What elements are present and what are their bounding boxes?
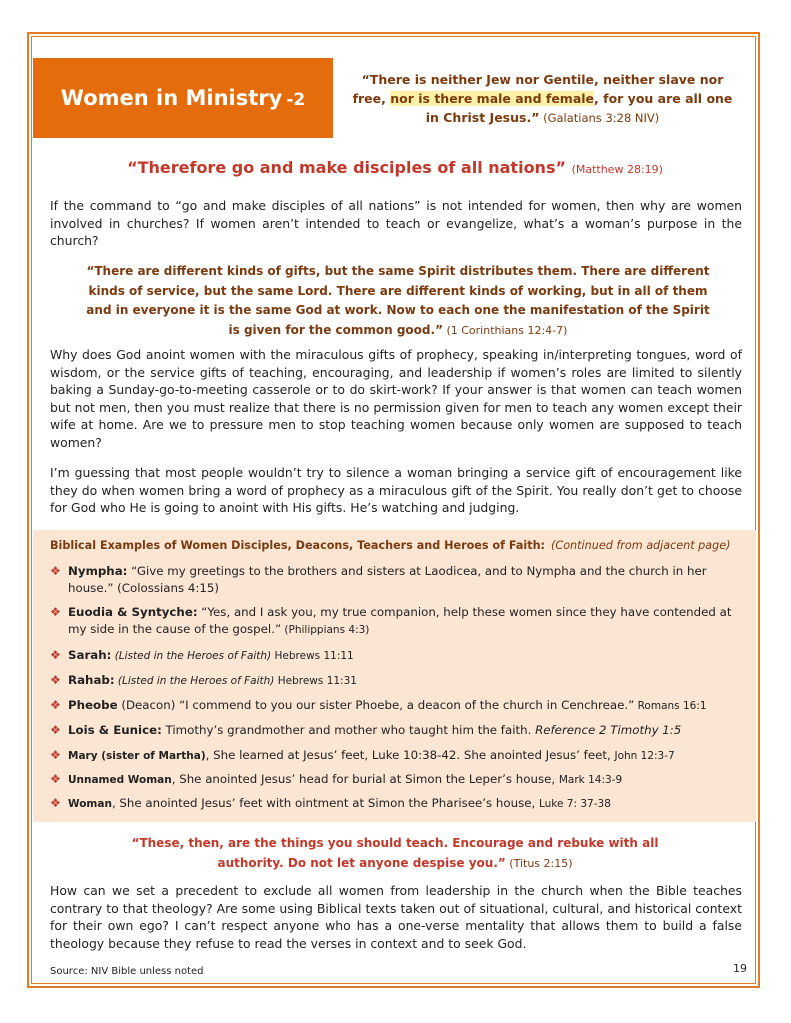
corinthians-quote — [80, 262, 716, 340]
title-banner — [33, 58, 333, 138]
example-ref: (Philippians 4:3) — [281, 623, 370, 636]
diamond-bullet-icon: ❖ — [50, 605, 61, 619]
page-number: 19 — [733, 962, 747, 975]
paragraph-4: How can we set a precedent to exclude all women from leadership in the church when the Bible teaches contrary to that theology? Are some using Biblical texts taken out of situational, cultural, and historical context for their own ego? I can’t respect anyone who has a one-verse mentality that allows them to build a false theology because they refuse to read the verses in context and to seek God. — [50, 883, 742, 951]
example-text: “Yes, and I ask you, my true companion, help these women since they have contended at my side in the cause of the gospel.” — [68, 605, 732, 636]
example-text: , She anointed Jesus’ feet with ointment at Simon the Pharisee’s house, — [111, 796, 539, 810]
list-item — [50, 647, 740, 665]
list-item — [50, 722, 740, 739]
example-italic: (Listed in the Heroes of Faith) — [111, 650, 272, 662]
diamond-bullet-icon: ❖ — [50, 748, 61, 762]
example-name: Unnamed Woman — [68, 774, 172, 786]
paragraph-2: Why does God anoint women with the miraculous gifts of prophecy, speaking in/interpreting tongues, word of wisdom, or the service gifts of teaching, encouraging, and leadership if women’s roles are limited to silently baking a Sunday-go-to-meeting casserole or to do skirt-work? If your answer is that women can teach women but not men, then you must realize that there is no permission given for men to teach any women except their wife at home. Are we to pressure men to stop teaching women because only women are supposed to teach women? — [50, 347, 742, 450]
example-name: Sarah: — [68, 648, 112, 662]
list-item — [50, 795, 740, 813]
diamond-bullet-icon: ❖ — [50, 648, 61, 662]
example-ref: John 12:3-7 — [614, 750, 675, 762]
page-title-suffix: -2 — [286, 90, 306, 110]
list-item — [50, 747, 740, 765]
example-ref: Luke 7: 37-38 — [538, 798, 611, 810]
diamond-bullet-icon: ❖ — [50, 723, 61, 737]
diamond-bullet-icon: ❖ — [50, 673, 61, 687]
examples-heading — [50, 539, 750, 552]
example-text: “Give my greetings to the brothers and sisters at Laodicea, and to Nympha and the church in her house.” (Colossians 4:15) — [68, 564, 707, 595]
example-name: Nympha: — [68, 564, 128, 578]
diamond-bullet-icon: ❖ — [50, 698, 61, 712]
diamond-bullet-icon: ❖ — [50, 564, 61, 578]
example-text: Timothy’s grandmother and mother who taught him the faith. — [161, 723, 536, 737]
titus-quote — [130, 834, 660, 873]
header-quote-highlight: nor is there male and female — [390, 91, 595, 106]
header-quote-part2: , for you are all one in Christ Jesus.” — [425, 91, 733, 125]
list-item — [50, 672, 740, 690]
diamond-bullet-icon: ❖ — [50, 772, 61, 786]
example-ref: Hebrews 11:11 — [271, 650, 354, 662]
example-name: Lois & Eunice: — [68, 723, 162, 737]
list-item — [50, 697, 740, 715]
example-ref: Hebrews 11:31 — [274, 675, 357, 687]
example-name: Mary (sister of Martha) — [68, 750, 206, 762]
example-text: (Deacon) “I commend to you our sister Phoebe, a deacon of the church in Cenchreae.” — [117, 698, 635, 712]
titus-quote-ref: (Titus 2:15) — [505, 856, 573, 870]
example-ref: Mark 14:3-9 — [558, 774, 623, 786]
example-name: Rahab: — [68, 673, 115, 687]
titus-quote-text: “These, then, are the things you should teach. Encourage and rebuke with all authority. Do not let anyone despise you.” — [131, 836, 659, 870]
example-ref: Romans 16:1 — [634, 700, 707, 712]
page-title: Women in Ministry — [60, 86, 283, 110]
footer-source: Source: NIV Bible unless noted — [50, 966, 204, 977]
example-name: Euodia & Syntyche: — [68, 605, 198, 619]
list-item — [50, 771, 740, 789]
header-quote-part1: “There is neither Jew nor Gentile, neither slave nor free, — [352, 72, 724, 106]
corinthians-quote-ref: (1 Corinthians 12:4-7) — [442, 323, 568, 337]
main-quote-text: “Therefore go and make disciples of all nations” — [127, 158, 566, 177]
examples-heading-note: (Continued from adjacent page) — [551, 539, 731, 552]
list-item — [50, 563, 740, 596]
diamond-bullet-icon: ❖ — [50, 796, 61, 810]
paragraph-1: If the command to “go and make disciples of all nations” is not intended for women, then why are women involved in churches? If women aren’t intended to teach or evangelize, what’s a woman’s purpose in the church? — [50, 198, 742, 249]
header-quote-ref: (Galatians 3:28 NIV) — [539, 111, 660, 125]
example-text: , She anointed Jesus’ head for burial at Simon the Leper’s house, — [171, 772, 559, 786]
corinthians-quote-text: “There are different kinds of gifts, but the same Spirit distributes them. There are different kinds of service, but the same Lord. There are different kinds of working, but in all of them and in everyone it is the same God at work. Now to each one the manifestation of the Spirit is given for the common good.” — [86, 264, 710, 337]
header-scripture-quote — [345, 70, 740, 128]
example-text: , She learned at Jesus’ feet, Luke 10:38-42. She anointed Jesus’ feet, — [205, 748, 615, 762]
example-name: Woman — [68, 798, 112, 810]
main-quote-ref: (Matthew 28:19) — [571, 163, 663, 176]
main-scripture-quote — [60, 158, 730, 177]
list-item — [50, 604, 740, 638]
paragraph-3: I’m guessing that most people wouldn’t try to silence a woman bringing a service gift of encouragement like they do when women bring a word of prophecy as a miraculous gift of the Spirit. You really don’t get to choose for God who He is going to anoint with His gifts. He’s watching and judging. — [50, 465, 742, 516]
examples-heading-text: Biblical Examples of Women Disciples, Deacons, Teachers and Heroes of Faith: — [50, 539, 546, 552]
example-italic: (Listed in the Heroes of Faith) — [114, 675, 275, 687]
example-name: Pheobe — [68, 698, 118, 712]
example-italic: Reference 2 Timothy 1:5 — [535, 723, 682, 737]
